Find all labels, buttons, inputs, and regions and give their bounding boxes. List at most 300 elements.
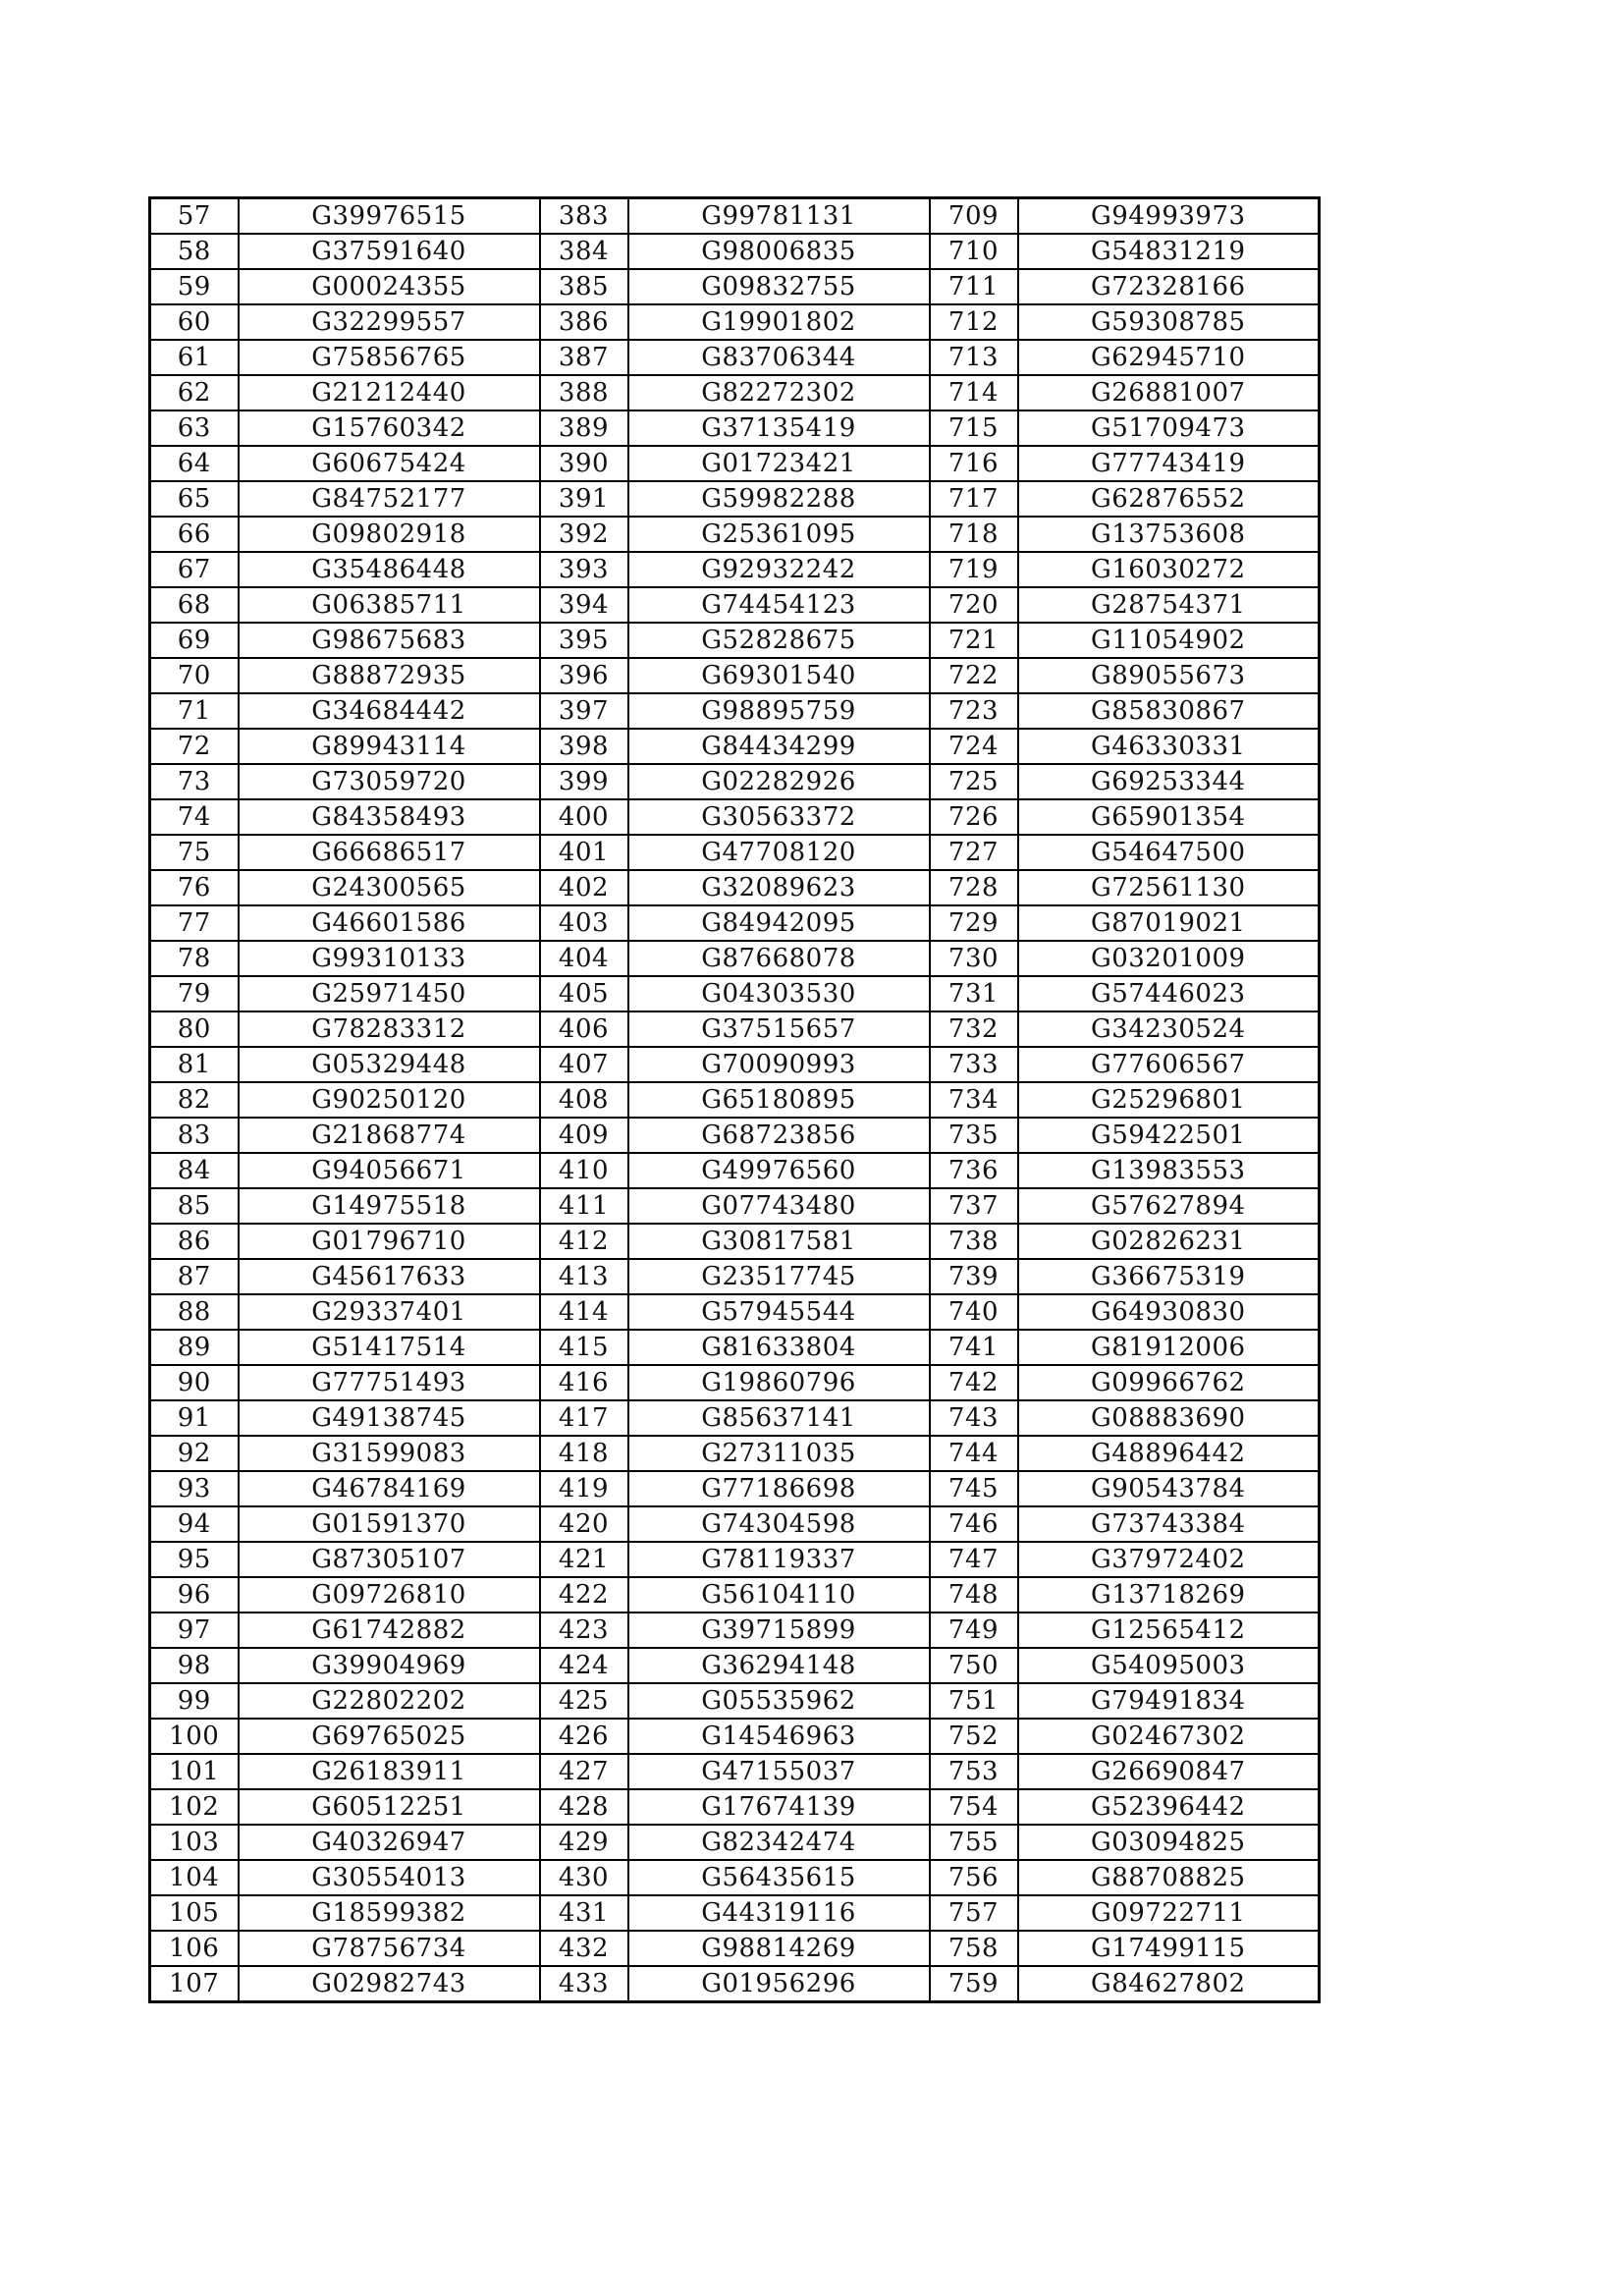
seq-number-cell: 395 [540,623,628,658]
seq-number-cell: 83 [150,1118,239,1153]
seq-number-cell: 61 [150,340,239,375]
table-row [150,693,1320,729]
id-code-cell: G78119337 [628,1542,930,1577]
seq-number-cell: 749 [930,1613,1018,1648]
seq-number-cell: 742 [930,1365,1018,1400]
seq-number-cell: 726 [930,799,1018,835]
id-code-cell: G37515657 [628,1011,930,1047]
table-row [150,1789,1320,1825]
table-row [150,1118,1320,1153]
id-code-cell: G60512251 [239,1789,540,1825]
id-code-cell: G34684442 [239,693,540,729]
seq-number-cell: 104 [150,1860,239,1895]
seq-number-cell: 738 [930,1224,1018,1259]
id-code-cell: G99781131 [628,198,930,235]
table-row [150,587,1320,623]
table-row [150,1011,1320,1047]
seq-number-cell: 400 [540,799,628,835]
id-code-cell: G94056671 [239,1153,540,1188]
table-row [150,481,1320,517]
id-code-cell: G03094825 [1018,1825,1320,1860]
seq-number-cell: 102 [150,1789,239,1825]
seq-number-cell: 106 [150,1931,239,1966]
seq-number-cell: 744 [930,1436,1018,1471]
id-code-cell: G59982288 [628,481,930,517]
id-code-cell: G90543784 [1018,1471,1320,1506]
id-code-cell: G36675319 [1018,1259,1320,1294]
id-code-cell: G84434299 [628,729,930,764]
seq-number-cell: 76 [150,870,239,905]
table-row [150,1330,1320,1365]
id-code-cell: G14975518 [239,1188,540,1224]
seq-number-cell: 728 [930,870,1018,905]
seq-number-cell: 735 [930,1118,1018,1153]
id-code-cell: G05329448 [239,1047,540,1082]
id-code-cell: G35486448 [239,552,540,587]
seq-number-cell: 71 [150,693,239,729]
table-row [150,1860,1320,1895]
seq-number-cell: 73 [150,764,239,799]
id-code-cell: G19901802 [628,304,930,340]
seq-number-cell: 406 [540,1011,628,1047]
seq-number-cell: 754 [930,1789,1018,1825]
seq-number-cell: 424 [540,1648,628,1683]
data-table [148,196,1321,2003]
seq-number-cell: 722 [930,658,1018,693]
id-code-cell: G09726810 [239,1577,540,1613]
id-code-cell: G39715899 [628,1613,930,1648]
seq-number-cell: 60 [150,304,239,340]
seq-number-cell: 65 [150,481,239,517]
id-code-cell: G32299557 [239,304,540,340]
table-row [150,1825,1320,1860]
table-row [150,1153,1320,1188]
id-code-cell: G07743480 [628,1188,930,1224]
id-code-cell: G23517745 [628,1259,930,1294]
id-code-cell: G26881007 [1018,375,1320,410]
seq-number-cell: 422 [540,1577,628,1613]
id-code-cell: G47708120 [628,835,930,870]
table-row [150,1577,1320,1613]
seq-number-cell: 711 [930,269,1018,304]
id-code-cell: G87019021 [1018,905,1320,941]
seq-number-cell: 420 [540,1506,628,1542]
seq-number-cell: 753 [930,1754,1018,1789]
id-code-cell: G75856765 [239,340,540,375]
id-code-cell: G72328166 [1018,269,1320,304]
seq-number-cell: 720 [930,587,1018,623]
id-code-cell: G32089623 [628,870,930,905]
seq-number-cell: 404 [540,941,628,976]
seq-number-cell: 433 [540,1966,628,2002]
seq-number-cell: 385 [540,269,628,304]
seq-number-cell: 75 [150,835,239,870]
id-code-cell: G02467302 [1018,1719,1320,1754]
id-code-cell: G62876552 [1018,481,1320,517]
seq-number-cell: 408 [540,1082,628,1118]
id-code-cell: G01723421 [628,446,930,481]
seq-number-cell: 66 [150,517,239,552]
id-code-cell: G14546963 [628,1719,930,1754]
table-row [150,799,1320,835]
id-code-cell: G04303530 [628,976,930,1011]
seq-number-cell: 757 [930,1895,1018,1931]
id-code-cell: G92932242 [628,552,930,587]
seq-number-cell: 70 [150,658,239,693]
id-code-cell: G05535962 [628,1683,930,1719]
id-code-cell: G78756734 [239,1931,540,1966]
id-code-cell: G56435615 [628,1860,930,1895]
id-code-cell: G46330331 [1018,729,1320,764]
seq-number-cell: 425 [540,1683,628,1719]
id-code-cell: G74304598 [628,1506,930,1542]
table-row [150,835,1320,870]
seq-number-cell: 748 [930,1577,1018,1613]
id-code-cell: G65180895 [628,1082,930,1118]
id-code-cell: G84358493 [239,799,540,835]
id-code-cell: G88708825 [1018,1860,1320,1895]
table-row [150,1613,1320,1648]
id-code-cell: G18599382 [239,1895,540,1931]
id-code-cell: G78283312 [239,1011,540,1047]
seq-number-cell: 752 [930,1719,1018,1754]
seq-number-cell: 751 [930,1683,1018,1719]
id-code-cell: G01591370 [239,1506,540,1542]
id-code-cell: G12565412 [1018,1613,1320,1648]
seq-number-cell: 100 [150,1719,239,1754]
seq-number-cell: 59 [150,269,239,304]
seq-number-cell: 67 [150,552,239,587]
seq-number-cell: 715 [930,410,1018,446]
id-code-cell: G30554013 [239,1860,540,1895]
seq-number-cell: 717 [930,481,1018,517]
seq-number-cell: 95 [150,1542,239,1577]
seq-number-cell: 431 [540,1895,628,1931]
id-code-cell: G26690847 [1018,1754,1320,1789]
id-code-cell: G49976560 [628,1153,930,1188]
id-code-cell: G89055673 [1018,658,1320,693]
seq-number-cell: 430 [540,1860,628,1895]
id-code-cell: G77606567 [1018,1047,1320,1082]
seq-number-cell: 402 [540,870,628,905]
seq-number-cell: 58 [150,234,239,269]
seq-number-cell: 743 [930,1400,1018,1436]
seq-number-cell: 721 [930,623,1018,658]
seq-number-cell: 91 [150,1400,239,1436]
seq-number-cell: 81 [150,1047,239,1082]
id-code-cell: G81912006 [1018,1330,1320,1365]
id-code-cell: G06385711 [239,587,540,623]
seq-number-cell: 391 [540,481,628,517]
id-code-cell: G52828675 [628,623,930,658]
id-code-cell: G01796710 [239,1224,540,1259]
seq-number-cell: 387 [540,340,628,375]
id-code-cell: G84627802 [1018,1966,1320,2002]
table-row [150,304,1320,340]
seq-number-cell: 733 [930,1047,1018,1082]
id-code-cell: G02282926 [628,764,930,799]
seq-number-cell: 78 [150,941,239,976]
id-code-cell: G17499115 [1018,1931,1320,1966]
seq-number-cell: 394 [540,587,628,623]
id-code-cell: G98006835 [628,234,930,269]
seq-number-cell: 86 [150,1224,239,1259]
id-code-cell: G61742882 [239,1613,540,1648]
seq-number-cell: 747 [930,1542,1018,1577]
seq-number-cell: 68 [150,587,239,623]
id-code-cell: G79491834 [1018,1683,1320,1719]
seq-number-cell: 392 [540,517,628,552]
seq-number-cell: 428 [540,1789,628,1825]
id-code-cell: G82342474 [628,1825,930,1860]
id-code-cell: G82272302 [628,375,930,410]
table-row [150,1683,1320,1719]
id-code-cell: G03201009 [1018,941,1320,976]
seq-number-cell: 719 [930,552,1018,587]
id-code-cell: G01956296 [628,1966,930,2002]
seq-number-cell: 99 [150,1683,239,1719]
id-code-cell: G09722711 [1018,1895,1320,1931]
id-code-cell: G87668078 [628,941,930,976]
seq-number-cell: 423 [540,1613,628,1648]
id-code-cell: G56104110 [628,1577,930,1613]
id-code-cell: G21212440 [239,375,540,410]
table-row [150,1754,1320,1789]
seq-number-cell: 384 [540,234,628,269]
table-row [150,375,1320,410]
id-code-cell: G13983553 [1018,1153,1320,1188]
id-code-cell: G57627894 [1018,1188,1320,1224]
seq-number-cell: 750 [930,1648,1018,1683]
table-row [150,340,1320,375]
seq-number-cell: 388 [540,375,628,410]
id-code-cell: G70090993 [628,1047,930,1082]
seq-number-cell: 731 [930,976,1018,1011]
seq-number-cell: 730 [930,941,1018,976]
seq-number-cell: 426 [540,1719,628,1754]
id-code-cell: G26183911 [239,1754,540,1789]
id-code-cell: G46784169 [239,1471,540,1506]
id-code-cell: G09802918 [239,517,540,552]
id-code-cell: G22802202 [239,1683,540,1719]
seq-number-cell: 417 [540,1400,628,1436]
table-row [150,269,1320,304]
id-code-cell: G85637141 [628,1400,930,1436]
id-code-cell: G57945544 [628,1294,930,1330]
id-code-cell: G51417514 [239,1330,540,1365]
table-row [150,234,1320,269]
seq-number-cell: 723 [930,693,1018,729]
seq-number-cell: 710 [930,234,1018,269]
id-code-cell: G89943114 [239,729,540,764]
seq-number-cell: 389 [540,410,628,446]
table-row [150,1082,1320,1118]
seq-number-cell: 414 [540,1294,628,1330]
seq-number-cell: 103 [150,1825,239,1860]
seq-number-cell: 724 [930,729,1018,764]
id-code-cell: G09832755 [628,269,930,304]
seq-number-cell: 98 [150,1648,239,1683]
id-code-cell: G77743419 [1018,446,1320,481]
table-row [150,446,1320,481]
id-code-cell: G52396442 [1018,1789,1320,1825]
seq-number-cell: 727 [930,835,1018,870]
id-code-cell: G36294148 [628,1648,930,1683]
seq-number-cell: 432 [540,1931,628,1966]
seq-number-cell: 410 [540,1153,628,1188]
seq-number-cell: 739 [930,1259,1018,1294]
seq-number-cell: 736 [930,1153,1018,1188]
seq-number-cell: 737 [930,1188,1018,1224]
seq-number-cell: 714 [930,375,1018,410]
seq-number-cell: 399 [540,764,628,799]
seq-number-cell: 89 [150,1330,239,1365]
id-code-cell: G69253344 [1018,764,1320,799]
table-body [150,198,1320,2002]
id-code-cell: G73059720 [239,764,540,799]
seq-number-cell: 64 [150,446,239,481]
seq-number-cell: 80 [150,1011,239,1047]
seq-number-cell: 94 [150,1506,239,1542]
seq-number-cell: 716 [930,446,1018,481]
id-code-cell: G19860796 [628,1365,930,1400]
table-row [150,941,1320,976]
id-code-cell: G73743384 [1018,1506,1320,1542]
seq-number-cell: 411 [540,1188,628,1224]
id-code-cell: G51709473 [1018,410,1320,446]
id-code-cell: G64930830 [1018,1294,1320,1330]
id-code-cell: G30563372 [628,799,930,835]
seq-number-cell: 93 [150,1471,239,1506]
seq-number-cell: 740 [930,1294,1018,1330]
table-row [150,1895,1320,1931]
seq-number-cell: 105 [150,1895,239,1931]
table-row [150,870,1320,905]
id-code-cell: G87305107 [239,1542,540,1577]
seq-number-cell: 732 [930,1011,1018,1047]
table-row [150,1966,1320,2002]
seq-number-cell: 90 [150,1365,239,1400]
id-code-cell: G65901354 [1018,799,1320,835]
id-code-cell: G54647500 [1018,835,1320,870]
table-row [150,1719,1320,1754]
id-code-cell: G13753608 [1018,517,1320,552]
table-row [150,729,1320,764]
seq-number-cell: 386 [540,304,628,340]
seq-number-cell: 418 [540,1436,628,1471]
id-code-cell: G94993973 [1018,198,1320,235]
id-code-cell: G98895759 [628,693,930,729]
seq-number-cell: 403 [540,905,628,941]
seq-number-cell: 758 [930,1931,1018,1966]
table-row [150,1648,1320,1683]
seq-number-cell: 101 [150,1754,239,1789]
table-row [150,658,1320,693]
seq-number-cell: 96 [150,1577,239,1613]
seq-number-cell: 759 [930,1966,1018,2002]
id-code-cell: G47155037 [628,1754,930,1789]
seq-number-cell: 756 [930,1860,1018,1895]
seq-number-cell: 745 [930,1471,1018,1506]
seq-number-cell: 718 [930,517,1018,552]
id-code-cell: G88872935 [239,658,540,693]
seq-number-cell: 725 [930,764,1018,799]
id-code-cell: G09966762 [1018,1365,1320,1400]
id-code-cell: G39976515 [239,198,540,235]
seq-number-cell: 401 [540,835,628,870]
seq-number-cell: 97 [150,1613,239,1648]
id-code-cell: G37591640 [239,234,540,269]
id-code-cell: G49138745 [239,1400,540,1436]
id-code-cell: G59308785 [1018,304,1320,340]
id-code-cell: G02982743 [239,1966,540,2002]
id-code-cell: G27311035 [628,1436,930,1471]
seq-number-cell: 383 [540,198,628,235]
table-row [150,1931,1320,1966]
seq-number-cell: 63 [150,410,239,446]
seq-number-cell: 88 [150,1294,239,1330]
id-code-cell: G15760342 [239,410,540,446]
seq-number-cell: 72 [150,729,239,764]
table-row [150,552,1320,587]
id-code-cell: G69301540 [628,658,930,693]
id-code-cell: G84752177 [239,481,540,517]
id-code-cell: G81633804 [628,1330,930,1365]
seq-number-cell: 87 [150,1259,239,1294]
seq-number-cell: 398 [540,729,628,764]
id-code-cell: G31599083 [239,1436,540,1471]
seq-number-cell: 405 [540,976,628,1011]
seq-number-cell: 413 [540,1259,628,1294]
id-code-cell: G69765025 [239,1719,540,1754]
seq-number-cell: 92 [150,1436,239,1471]
id-code-cell: G25971450 [239,976,540,1011]
id-code-cell: G74454123 [628,587,930,623]
table-row [150,1436,1320,1471]
id-code-cell: G17674139 [628,1789,930,1825]
seq-number-cell: 69 [150,623,239,658]
table-row [150,1400,1320,1436]
table-row [150,1224,1320,1259]
id-code-cell: G98814269 [628,1931,930,1966]
id-code-cell: G25296801 [1018,1082,1320,1118]
table-row [150,1506,1320,1542]
id-code-cell: G30817581 [628,1224,930,1259]
id-code-cell: G29337401 [239,1294,540,1330]
id-code-cell: G45617633 [239,1259,540,1294]
id-code-cell: G08883690 [1018,1400,1320,1436]
table-row [150,1188,1320,1224]
id-code-cell: G34230524 [1018,1011,1320,1047]
seq-number-cell: 712 [930,304,1018,340]
id-code-cell: G77186698 [628,1471,930,1506]
id-code-cell: G48896442 [1018,1436,1320,1471]
id-code-cell: G77751493 [239,1365,540,1400]
seq-number-cell: 734 [930,1082,1018,1118]
table-row [150,1259,1320,1294]
id-code-cell: G46601586 [239,905,540,941]
seq-number-cell: 412 [540,1224,628,1259]
id-code-cell: G44319116 [628,1895,930,1931]
seq-number-cell: 419 [540,1471,628,1506]
id-code-cell: G54095003 [1018,1648,1320,1683]
seq-number-cell: 79 [150,976,239,1011]
id-code-cell: G85830867 [1018,693,1320,729]
id-code-cell: G21868774 [239,1118,540,1153]
seq-number-cell: 415 [540,1330,628,1365]
id-code-cell: G68723856 [628,1118,930,1153]
id-code-cell: G83706344 [628,340,930,375]
